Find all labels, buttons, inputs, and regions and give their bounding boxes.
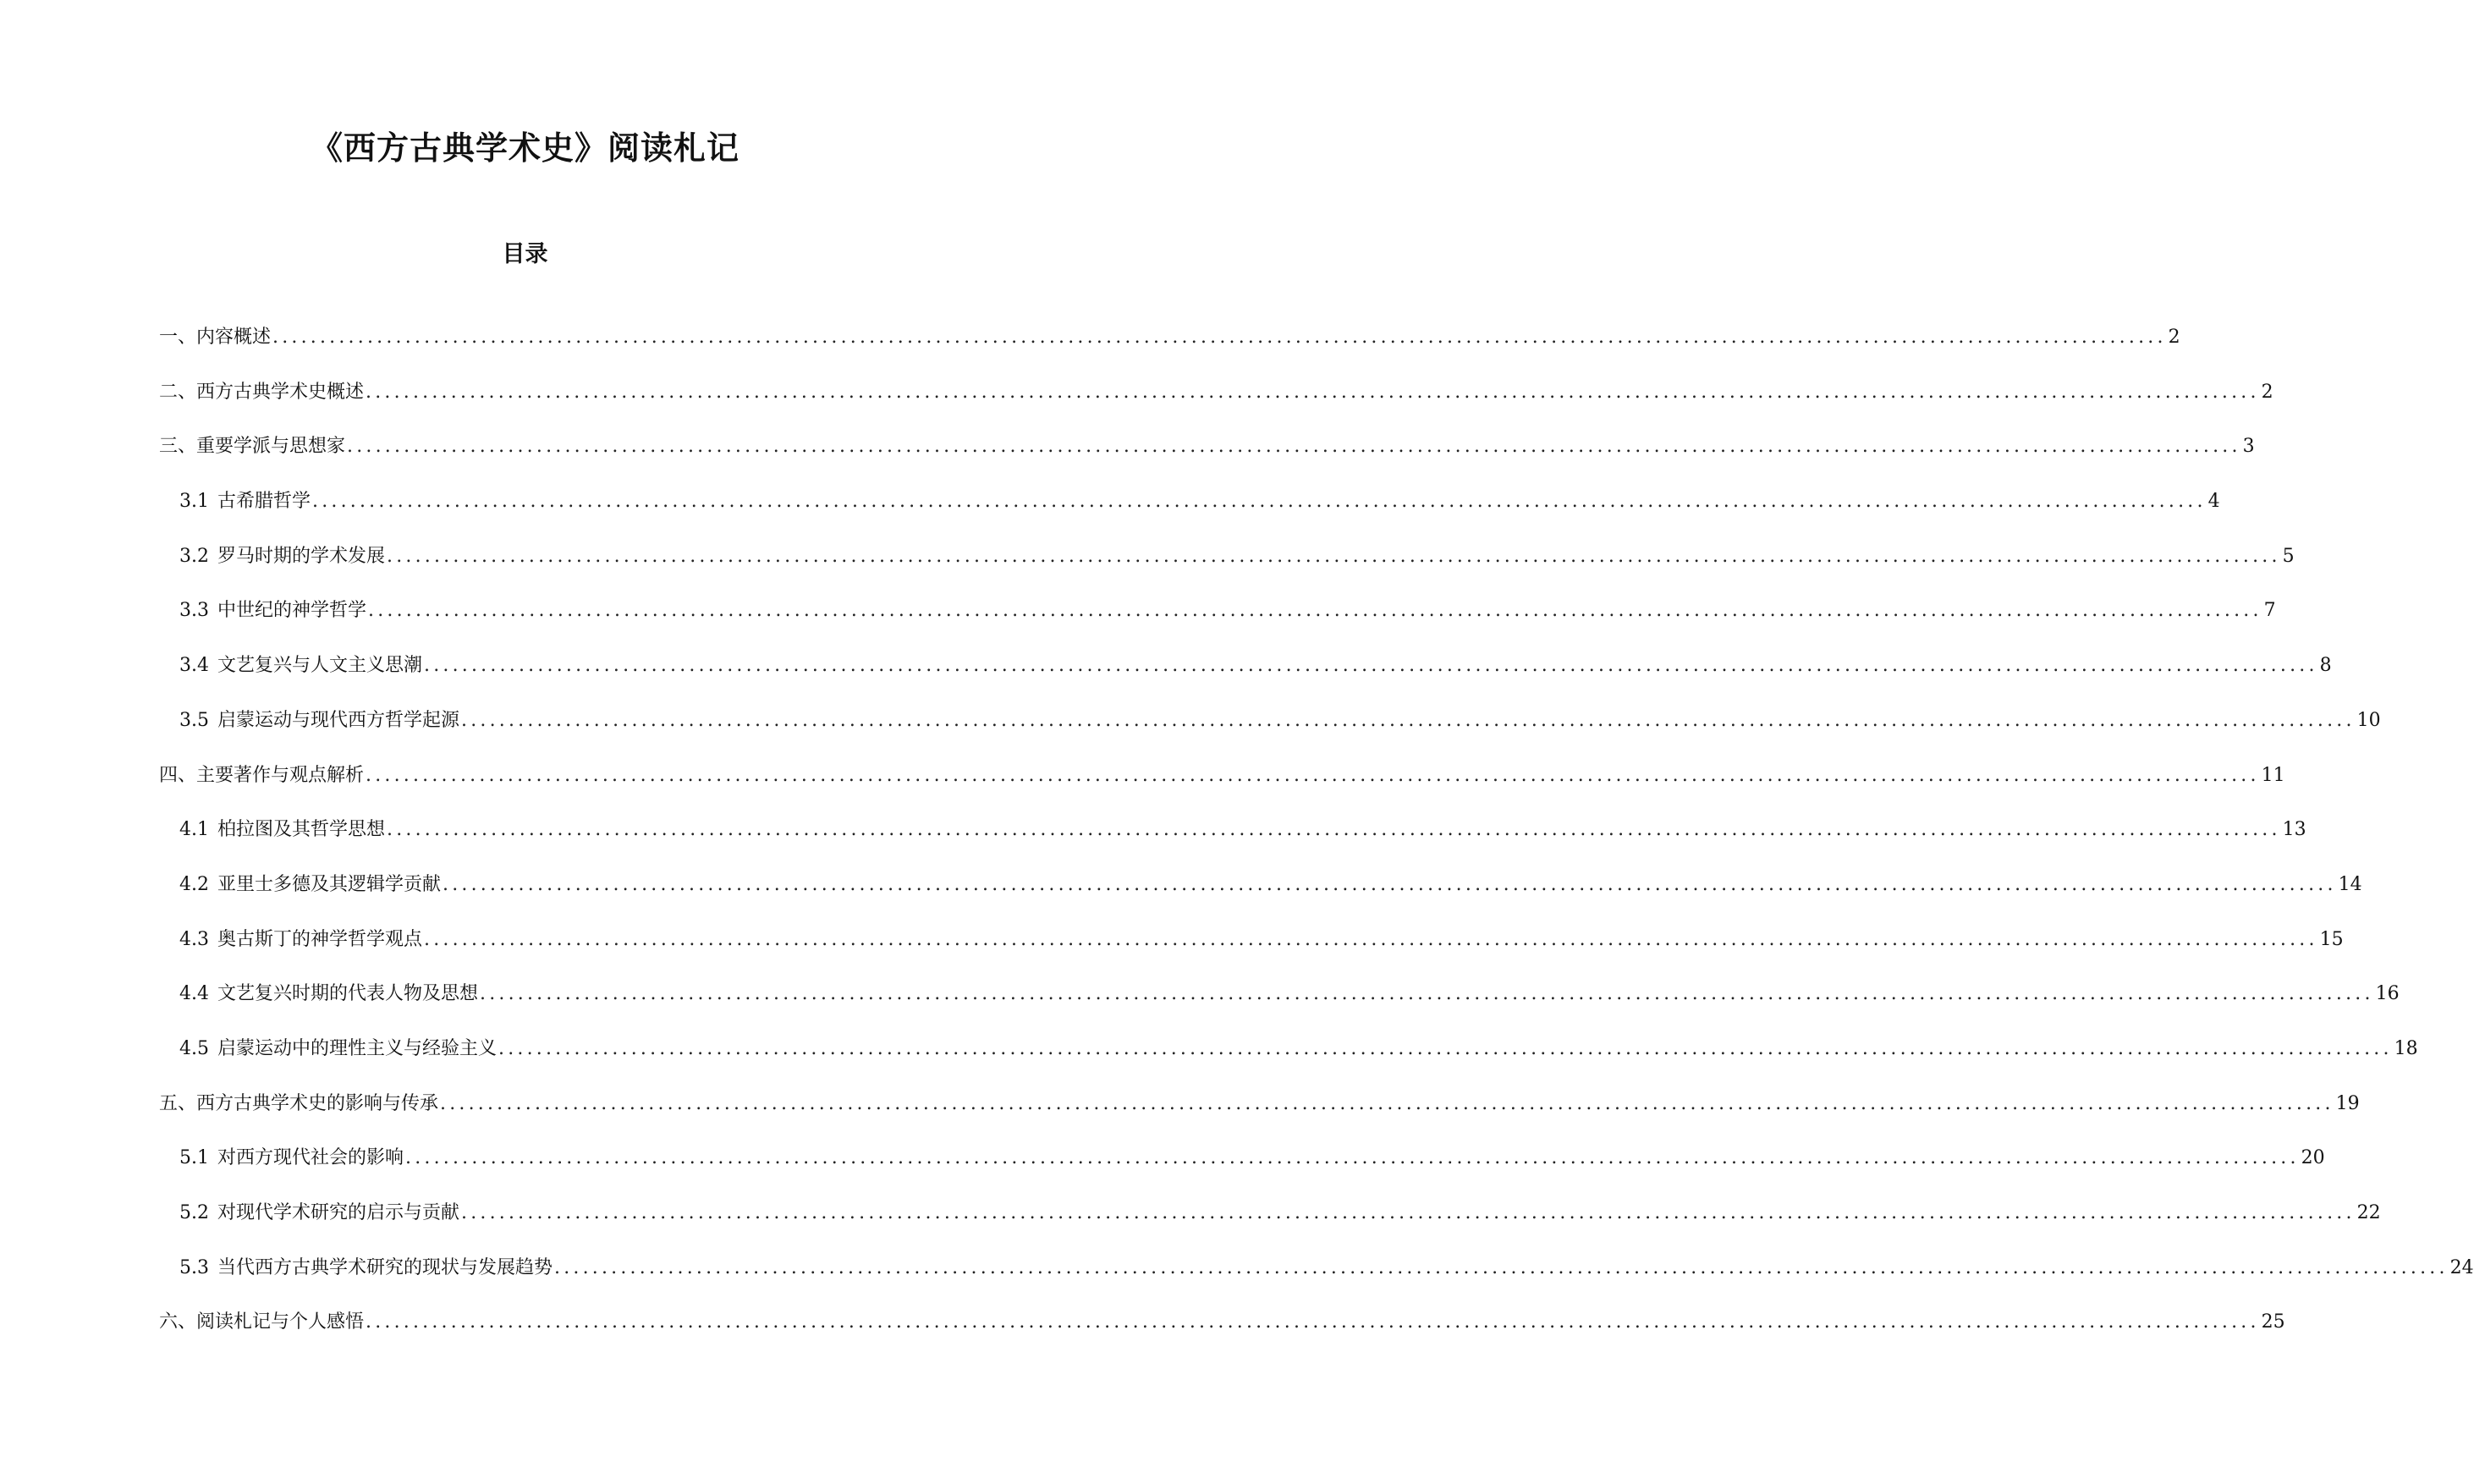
toc-dot-leader: ........................................................................................................................................................................................................: [312, 491, 2207, 513]
toc-dot-leader: ........................................................................................................................................................................................................: [387, 545, 2281, 567]
toc-entry-label: 罗马时期的学术发展: [217, 545, 386, 567]
toc-entry[interactable]: [0, 872, 2362, 927]
toc-entry-label: 对西方现代社会的影响: [217, 1147, 404, 1169]
toc-entry[interactable]: [0, 927, 2344, 982]
toc-entry-label: 奥古斯丁的神学哲学观点: [217, 928, 423, 950]
toc-entry[interactable]: [0, 434, 2255, 489]
toc-entry-page-number: 14: [2338, 873, 2362, 895]
toc-entry-row: [159, 1091, 2360, 1117]
toc-entry-label: 古希腊哲学: [217, 491, 311, 513]
toc-entry-label: 对现代学术研究的启示与贡献: [217, 1202, 460, 1223]
toc-entry[interactable]: [0, 1310, 2285, 1365]
toc-entry-row: [159, 380, 2273, 405]
toc-dot-leader: ........................................................................................................................................................................................................: [424, 655, 2318, 677]
toc-entry-row: [179, 653, 2332, 679]
toc-entry-label: 六、阅读札记与个人感悟: [159, 1311, 365, 1333]
toc-entry[interactable]: [0, 1146, 2325, 1201]
toc-dot-leader: ........................................................................................................................................................................................................: [498, 1037, 2393, 1059]
toc-entry[interactable]: [0, 1201, 2381, 1256]
toc-entry[interactable]: [0, 598, 2276, 653]
toc-dot-leader: ........................................................................................................................................................................................................: [387, 819, 2281, 841]
document-title: 《西方古典学术史》阅读札记: [310, 129, 739, 167]
table-of-contents: [0, 325, 2474, 1365]
toc-dot-leader: ........................................................................................................................................................................................................: [366, 764, 2260, 786]
toc-entry-page-number: 13: [2282, 819, 2306, 841]
toc-entry-row: [179, 1256, 2474, 1281]
toc-entry-label: 文艺复兴时期的代表人物及思想: [217, 983, 479, 1005]
toc-entry-row: [159, 434, 2255, 459]
toc-entry-number: 3.3: [179, 600, 209, 622]
toc-entry-row: [159, 1310, 2285, 1335]
toc-entry[interactable]: [0, 544, 2295, 599]
toc-entry-label: 文艺复兴与人文主义思潮: [217, 655, 423, 677]
toc-entry-label: 二、西方古典学术史概述: [159, 381, 365, 403]
toc-entry-row: [179, 544, 2295, 569]
toc-dot-leader: ........................................................................................................................................................................................................: [554, 1256, 2449, 1278]
toc-entry[interactable]: [0, 489, 2220, 544]
toc-entry[interactable]: [0, 981, 2400, 1036]
toc-entry-number: 4.1: [179, 819, 209, 841]
toc-dot-leader: ........................................................................................................................................................................................................: [405, 1147, 2300, 1169]
toc-entry-label: 柏拉图及其哲学思想: [217, 819, 386, 841]
toc-entry-page-number: 20: [2301, 1147, 2325, 1169]
toc-dot-leader: ........................................................................................................................................................................................................: [443, 873, 2337, 895]
toc-entry-page-number: 7: [2263, 600, 2276, 622]
toc-entry-number: 4.5: [179, 1037, 209, 1059]
toc-entry-page-number: 22: [2356, 1202, 2381, 1223]
toc-dot-leader: ........................................................................................................................................................................................................: [461, 1202, 2356, 1223]
toc-entry-label: 四、主要著作与观点解析: [159, 764, 365, 786]
toc-entry-row: [159, 763, 2285, 789]
toc-entry-row: [179, 489, 2220, 514]
toc-entry-number: 5.3: [179, 1256, 209, 1278]
toc-entry-row: [179, 1146, 2325, 1171]
toc-entry-label: 五、西方古典学术史的影响与传承: [159, 1092, 439, 1114]
toc-entry-number: 3.5: [179, 709, 209, 731]
toc-entry[interactable]: [0, 325, 2180, 380]
toc-entry-page-number: 15: [2319, 928, 2344, 950]
toc-entry-number: 4.2: [179, 873, 209, 895]
toc-entry-page-number: 11: [2261, 764, 2285, 786]
toc-entry[interactable]: [0, 1256, 2474, 1311]
toc-dot-leader: ........................................................................................................................................................................................................: [366, 1311, 2260, 1333]
toc-dot-leader: ........................................................................................................................................................................................................: [272, 327, 2167, 348]
toc-dot-leader: ........................................................................................................................................................................................................: [480, 983, 2374, 1005]
toc-heading: 目录: [502, 241, 548, 267]
toc-entry-number: 5.2: [179, 1202, 209, 1223]
toc-entry-label: 当代西方古典学术研究的现状与发展趋势: [217, 1256, 553, 1278]
toc-dot-leader: ........................................................................................................................................................................................................: [368, 600, 2262, 622]
toc-entry-number: 5.1: [179, 1147, 209, 1169]
toc-entry-number: 4.3: [179, 928, 209, 950]
toc-entry-page-number: 16: [2375, 983, 2400, 1005]
toc-entry[interactable]: [0, 763, 2285, 818]
toc-entry-page-number: 8: [2319, 655, 2332, 677]
toc-entry[interactable]: [0, 817, 2306, 872]
toc-entry-page-number: 25: [2261, 1311, 2285, 1333]
toc-entry-page-number: 10: [2356, 709, 2381, 731]
toc-entry-number: 3.2: [179, 545, 209, 567]
toc-entry-label: 亚里士多德及其逻辑学贡献: [217, 873, 442, 895]
toc-dot-leader: ........................................................................................................................................................................................................: [347, 436, 2241, 458]
toc-entry-number: 3.1: [179, 491, 209, 513]
toc-entry-page-number: 2: [2168, 327, 2180, 348]
toc-entry[interactable]: [0, 1091, 2360, 1146]
toc-entry-page-number: 5: [2282, 545, 2295, 567]
toc-entry-page-number: 24: [2449, 1256, 2474, 1278]
toc-entry-page-number: 19: [2335, 1092, 2360, 1114]
toc-entry-number: 3.4: [179, 655, 209, 677]
toc-entry-label: 中世纪的神学哲学: [217, 600, 367, 622]
toc-entry-label: 一、内容概述: [159, 327, 272, 348]
toc-entry-row: [179, 1201, 2381, 1226]
toc-entry[interactable]: [0, 380, 2273, 435]
toc-entry-row: [179, 981, 2400, 1007]
toc-entry-page-number: 2: [2261, 381, 2273, 403]
toc-dot-leader: ........................................................................................................................................................................................................: [440, 1092, 2334, 1114]
toc-entry-row: [179, 708, 2381, 734]
toc-entry[interactable]: [0, 653, 2332, 708]
toc-entry-label: 启蒙运动中的理性主义与经验主义: [217, 1037, 498, 1059]
toc-entry-page-number: 4: [2207, 491, 2220, 513]
toc-entry-row: [179, 598, 2276, 624]
toc-entry-row: [179, 872, 2362, 898]
toc-dot-leader: ........................................................................................................................................................................................................: [461, 709, 2356, 731]
toc-entry[interactable]: [0, 1036, 2418, 1091]
toc-dot-leader: ........................................................................................................................................................................................................: [424, 928, 2318, 950]
toc-entry-row: [159, 325, 2180, 350]
toc-entry-row: [179, 927, 2344, 953]
toc-entry-label: 三、重要学派与思想家: [159, 436, 346, 458]
toc-entry-row: [179, 1036, 2418, 1062]
toc-entry-number: 4.4: [179, 983, 209, 1005]
toc-entry-page-number: 18: [2394, 1037, 2418, 1059]
toc-entry[interactable]: [0, 708, 2381, 763]
toc-entry-page-number: 3: [2242, 436, 2255, 458]
toc-entry-label: 启蒙运动与现代西方哲学起源: [217, 709, 460, 731]
toc-entry-row: [179, 817, 2306, 843]
toc-dot-leader: ........................................................................................................................................................................................................: [366, 381, 2260, 403]
